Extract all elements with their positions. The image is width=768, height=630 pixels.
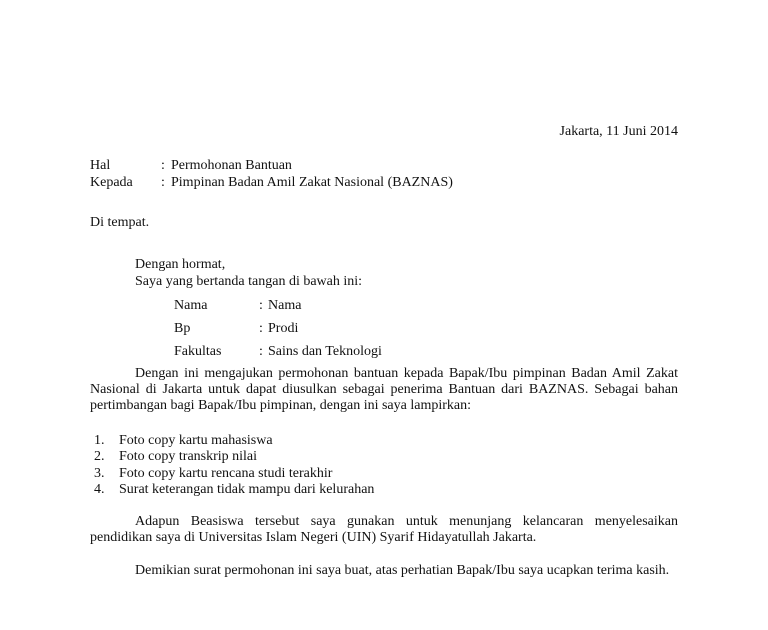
purpose-paragraph-text: Adapun Beasiswa tersebut saya gunakan untuk menunjang kelancaran menyelesaikan pendidikan saya di Universitas Islam Negeri (UIN) Syarif Hidayatullah Jakarta. — [90, 514, 678, 545]
identity-label-name: Nama — [174, 298, 208, 313]
body-paragraph — [90, 366, 678, 414]
attachment-number: 4. — [94, 482, 105, 497]
body-paragraph-text: Dengan ini mengajukan permohonan bantuan kepada Bapak/Ibu pimpinan Badan Amil Zakat Nasional di Jakarta untuk dapat diusulkan sebagai penerima Bantuan dari BAZNAS. Sebagai bahan pertimbangan bagi Bapak/Ibu pimpinan, dengan ini saya lampirkan: — [90, 366, 678, 413]
recipient-colon: : — [161, 175, 165, 190]
recipient-value: Pimpinan Badan Amil Zakat Nasional (BAZNAS) — [171, 175, 453, 190]
subject-value: Permohonan Bantuan — [171, 158, 292, 173]
identity-label-faculty: Fakultas — [174, 344, 222, 359]
attachment-item: Foto copy kartu mahasiswa — [119, 433, 273, 448]
identity-colon: : — [259, 344, 263, 359]
subject-label: Hal — [90, 158, 111, 173]
identity-value-name: Nama — [268, 298, 302, 313]
greeting: Dengan hormat, — [135, 257, 226, 272]
recipient-label: Kepada — [90, 175, 133, 190]
location-text: Di tempat. — [90, 215, 150, 230]
attachment-number: 2. — [94, 449, 105, 464]
identity-colon: : — [259, 298, 263, 313]
closing-paragraph — [90, 563, 678, 579]
attachment-item: Surat keterangan tidak mampu dari kelurahan — [119, 482, 375, 497]
letter-date: Jakarta, 11 Juni 2014 — [559, 124, 678, 139]
intro-text: Saya yang bertanda tangan di bawah ini: — [135, 274, 363, 289]
attachment-item: Foto copy transkrip nilai — [119, 449, 258, 464]
purpose-paragraph — [90, 514, 678, 546]
identity-value-faculty: Sains dan Teknologi — [268, 344, 382, 359]
closing-paragraph-text: Demikian surat permohonan ini saya buat, atas perhatian Bapak/Ibu saya ucapkan terima kasih. — [135, 563, 670, 578]
subject-colon: : — [161, 158, 165, 173]
identity-label-bp: Bp — [174, 321, 191, 336]
attachment-number: 3. — [94, 466, 105, 481]
identity-value-prodi: Prodi — [268, 321, 299, 336]
attachment-number: 1. — [94, 433, 105, 448]
attachment-item: Foto copy kartu rencana studi terakhir — [119, 466, 333, 481]
identity-colon: : — [259, 321, 263, 336]
